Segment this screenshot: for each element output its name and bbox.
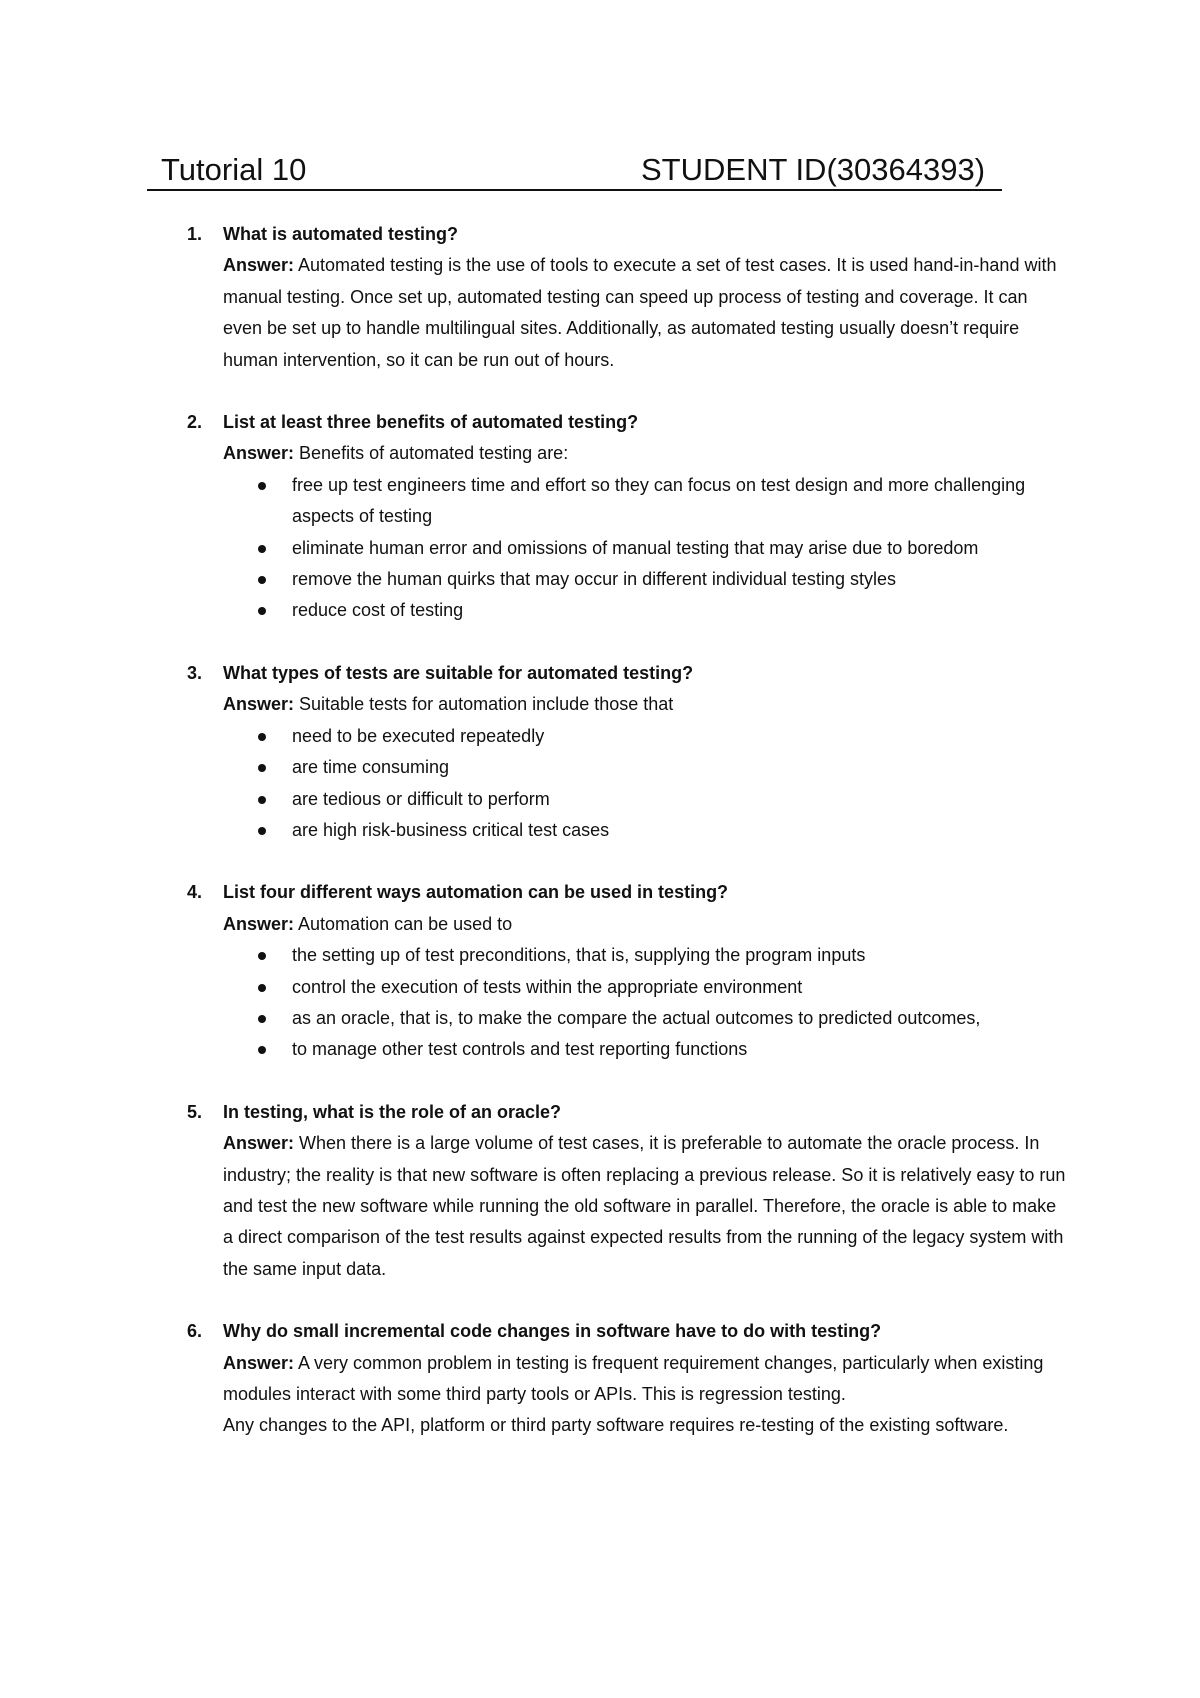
answer-label: Answer:	[223, 443, 295, 464]
question-number: 5.	[187, 1101, 203, 1122]
question-text: In testing, what is the role of an oracle?	[223, 1101, 562, 1122]
answer-paragraph	[187, 689, 1067, 720]
bullet-icon	[258, 827, 266, 835]
answer-label: Answer:	[223, 1352, 295, 1373]
answer-paragraph	[187, 1128, 1067, 1285]
bullet-text: control the execution of tests within the appropriate environment	[292, 976, 803, 997]
bullet-list	[187, 721, 1067, 847]
bullet-item	[292, 564, 1067, 595]
question-heading	[187, 877, 1067, 908]
page-header	[147, 150, 1002, 190]
bullet-item	[292, 533, 1067, 564]
answer-text: When there is a large volume of test cases, it is preferable to automate the oracle process. In industry; the reality is that new software is often replacing a previous release. So it is relatively easy to run and test the new software while running the old software in parallel. Therefore, the oracle is able to make a direct comparison of the test results against expected results from the running of the legacy system with the same input data.	[223, 1133, 1066, 1279]
answer-text: Suitable tests for automation include those that	[299, 694, 674, 715]
bullet-text: remove the human quirks that may occur in different individual testing styles	[292, 569, 896, 590]
bullet-icon	[258, 796, 266, 804]
question-number: 1.	[187, 224, 203, 244]
question-number: 6.	[187, 1321, 203, 1342]
answer-label: Answer:	[223, 694, 295, 715]
question-number: 4.	[187, 882, 203, 903]
bullet-text: as an oracle, that is, to make the compare the actual outcomes to predicted outcomes,	[292, 1007, 981, 1028]
question-heading	[187, 658, 1067, 689]
bullet-list	[187, 940, 1067, 1066]
answer-text: Benefits of automated testing are:	[299, 443, 569, 464]
bullet-item	[292, 595, 1067, 626]
bullet-text: are tedious or difficult to perform	[292, 788, 550, 809]
question-text: What types of tests are suitable for automated testing?	[223, 662, 694, 683]
question-heading	[187, 407, 1067, 438]
bullet-item	[292, 815, 1067, 846]
bullet-icon	[258, 607, 266, 615]
header-underline	[147, 189, 1002, 191]
bullet-icon	[258, 952, 266, 960]
bullet-text: eliminate human error and omissions of manual testing that may arise due to boredom	[292, 537, 979, 558]
bullet-item	[292, 752, 1067, 783]
question-number: 2.	[187, 412, 203, 433]
question-heading	[187, 1316, 1067, 1347]
answer-text: Automated testing is the use of tools to execute a set of test cases. It is used hand-in-hand with manual testing. Once set up, automated testing can speed up process of testing and coverage. It can even be set up to handle multilingual sites. Additionally, as automated testing usually doesn’t require human intervention, so it can be run out of hours.	[223, 255, 1057, 370]
question-item	[187, 658, 1067, 846]
answer-paragraph	[187, 250, 1067, 376]
bullet-text: free up test engineers time and effort so they can focus on test design and more challenging aspects of testing	[292, 474, 1026, 527]
bullet-icon	[258, 545, 266, 553]
answer-paragraph	[187, 1348, 1067, 1411]
bullet-list	[187, 470, 1067, 627]
question-number: 3.	[187, 662, 203, 683]
question-item	[187, 219, 1067, 376]
question-text: What is automated testing?	[223, 224, 459, 244]
question-heading	[187, 1097, 1067, 1128]
bullet-icon	[258, 482, 266, 490]
bullet-item	[292, 721, 1067, 752]
question-text: Why do small incremental code changes in software have to do with testing?	[223, 1321, 882, 1342]
bullet-item	[292, 940, 1067, 971]
question-text: List four different ways automation can be used in testing?	[223, 882, 729, 903]
answer-paragraph	[187, 438, 1067, 469]
question-item	[187, 1316, 1067, 1442]
answer-extra-paragraph: Any changes to the API, platform or third party software requires re-testing of the existing software.	[223, 1415, 1009, 1436]
bullet-icon	[258, 1046, 266, 1054]
bullet-icon	[258, 984, 266, 992]
bullet-item	[292, 1034, 1067, 1065]
bullet-text: to manage other test controls and test reporting functions	[292, 1039, 748, 1060]
question-item	[187, 407, 1067, 627]
question-heading	[187, 219, 1067, 250]
bullet-icon	[258, 733, 266, 741]
bullet-text: reduce cost of testing	[292, 600, 464, 621]
answer-text: Automation can be used to	[298, 913, 513, 934]
bullet-text: are high risk-business critical test cases	[292, 819, 610, 840]
answer-paragraph	[187, 909, 1067, 940]
bullet-icon	[258, 576, 266, 584]
answer-label: Answer:	[223, 255, 295, 276]
question-text: List at least three benefits of automated testing?	[223, 412, 639, 433]
question-item	[187, 877, 1067, 1065]
question-item	[187, 1097, 1067, 1285]
answer-label: Answer:	[223, 913, 295, 934]
bullet-text: need to be executed repeatedly	[292, 725, 545, 746]
student-id: STUDENT ID(30364393)	[641, 152, 986, 187]
bullet-icon	[258, 1015, 266, 1023]
tutorial-title: Tutorial 10	[161, 152, 307, 187]
bullet-item	[292, 972, 1067, 1003]
bullet-text: the setting up of test preconditions, that is, supplying the program inputs	[292, 945, 866, 966]
answer-label: Answer:	[223, 1133, 295, 1154]
bullet-item	[292, 470, 1067, 533]
bullet-text: are time consuming	[292, 757, 450, 778]
question-list	[187, 219, 1067, 1473]
bullet-item	[292, 1003, 1067, 1034]
bullet-item	[292, 784, 1067, 815]
answer-text: A very common problem in testing is frequent requirement changes, particularly when existing modules interact with some third party tools or APIs. This is regression testing.	[223, 1352, 1044, 1404]
bullet-icon	[258, 764, 266, 772]
